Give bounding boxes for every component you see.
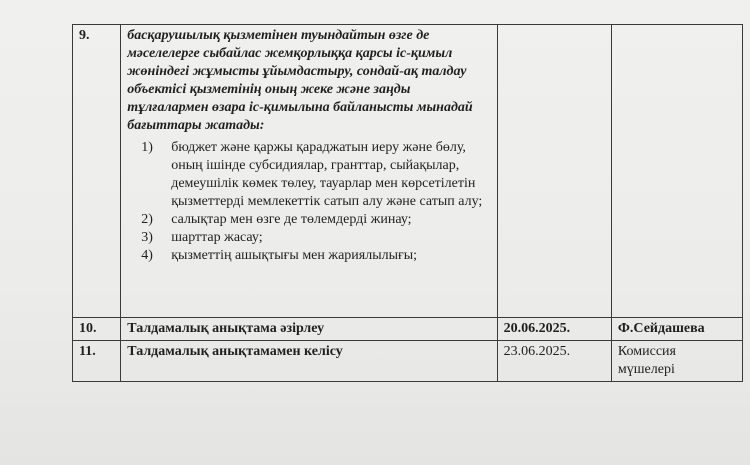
- list-item-text: шарттар жасау;: [171, 230, 263, 245]
- table-row: [73, 25, 743, 318]
- date-cell: 23.06.2025.: [497, 341, 611, 382]
- list-item-number: 2): [141, 212, 153, 227]
- responsible-cell: [611, 25, 742, 318]
- list-item: [141, 139, 490, 211]
- list-item-number: 4): [141, 248, 153, 263]
- table-row: [73, 341, 743, 382]
- list-item-number: 1): [141, 140, 153, 155]
- list-item: [141, 211, 490, 229]
- responsible-cell: Комиссия мүшелері: [611, 341, 742, 382]
- plan-table: [72, 24, 743, 382]
- row-number: 11.: [73, 341, 121, 382]
- list-item-text: қызметтің ашықтығы мен жариялылығы;: [171, 248, 418, 263]
- date-cell: [497, 25, 611, 318]
- task-cell: [121, 25, 497, 318]
- table-row: [73, 318, 743, 341]
- list-item: [141, 247, 490, 265]
- list-item-text: бюджет және қаржы қараджатын иеру және бөлу, оның ішінде субсидиялар, гранттар, сыйақылар, демеушілік көмек төлеу, тауарлар мен көрсетілетін қызметтерді мемлекеттік сатып алу және сатып алу;: [171, 140, 483, 209]
- list-item-number: 3): [141, 230, 153, 245]
- date-cell: 20.06.2025.: [497, 318, 611, 341]
- row-number: 10.: [73, 318, 121, 341]
- task-cell: Талдамалық анықтамамен келісу: [121, 341, 497, 382]
- list-item-text: салықтар мен өзге де төлемдерді жинау;: [171, 212, 412, 227]
- task-cell: Талдамалық анықтама әзірлеу: [121, 318, 497, 341]
- list-item: [141, 229, 490, 247]
- task-intro: басқарушылық қызметінен туындайтын өзге де мәселелерге сыбайлас жемқорлыққа қарсы іс-қимыл жөніндегі жұмысты ұйымдастыру, сондай-ақ талдау объектісі қызметінің оның жеке және заңды тұлғалармен өзара іс-қимылына байланысты мынадай бағыттары жатады:: [127, 28, 473, 133]
- responsible-cell: Ф.Сейдашева: [611, 318, 742, 341]
- row-number: 9.: [73, 25, 121, 318]
- directions-list: [127, 139, 490, 265]
